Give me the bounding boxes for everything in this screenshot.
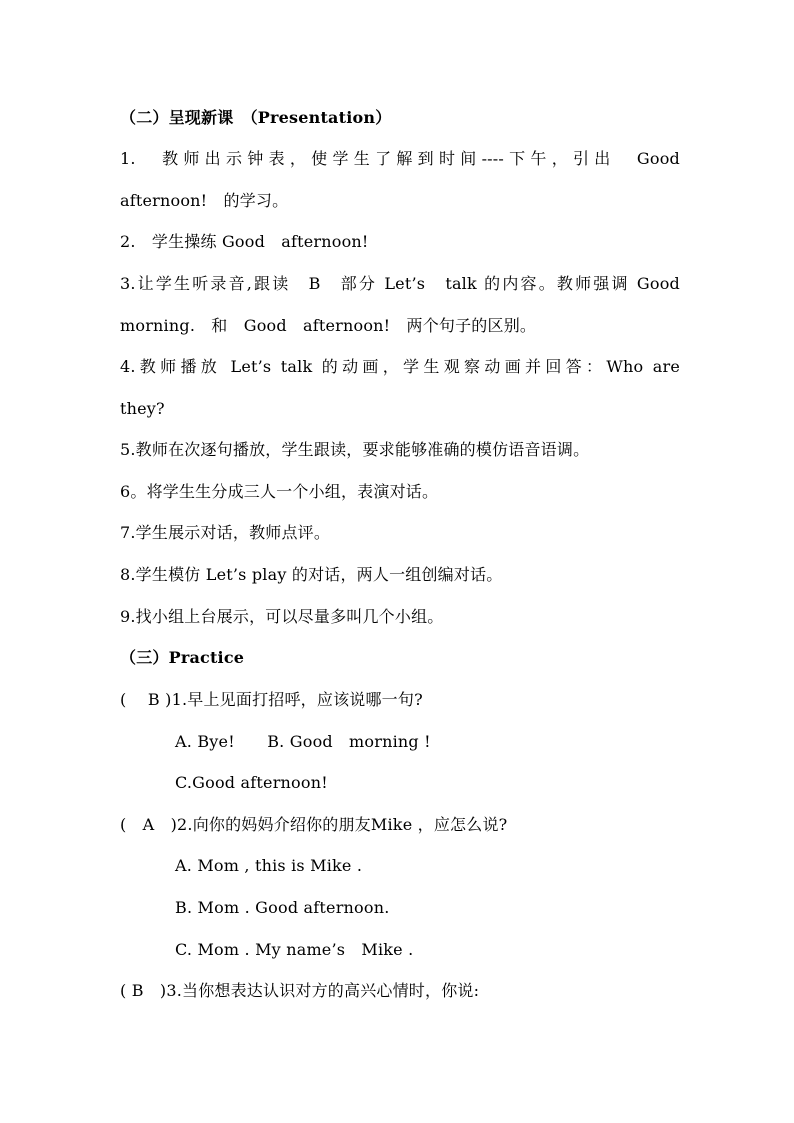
question-1-option-line-2: C.Good afternoon! (175, 773, 328, 792)
step-4-line-2: they? (120, 399, 165, 418)
step-3-line-1: 3.让学生听录音,跟读 B 部分 Let’s talk 的内容。教师强调 Good (120, 274, 680, 293)
step-9: 9.找小组上台展示，可以尽量多叫几个小组。 (120, 607, 444, 626)
question-3-stem: ( B )3.当你想表达认识对方的高兴心情时，你说: (120, 981, 480, 1000)
step-1-line-2: afternoon! 的学习。 (120, 191, 289, 210)
section-heading-practice: （三）Practice (120, 648, 245, 667)
question-1-option-line-1: A. Bye! B. Good morning ! (175, 732, 431, 751)
step-8: 8.学生模仿 Let’s play 的对话，两人一组创编对话。 (120, 565, 503, 584)
question-2-option-c: C. Mom . My name’s Mike . (175, 940, 414, 959)
step-6: 6。将学生生分成三人一个小组，表演对话。 (120, 482, 439, 501)
section-heading-presentation: （二）呈现新课 （Presentation） (120, 108, 392, 127)
step-4-line-1: 4.教师播放 Let’s talk 的动画，学生观察动画并回答：Who are (120, 357, 680, 376)
step-2: 2. 学生操练 Good afternoon! (120, 232, 369, 251)
question-1-stem: ( B )1.早上见面打招呼，应该说哪一句? (120, 690, 423, 709)
question-2-option-a: A. Mom , this is Mike . (175, 856, 363, 875)
question-2-option-b: B. Mom . Good afternoon. (175, 898, 390, 917)
step-5: 5.教师在次逐句播放，学生跟读，要求能够准确的模仿语音语调。 (120, 440, 590, 459)
step-7: 7.学生展示对话，教师点评。 (120, 523, 331, 542)
step-3-line-2: morning. 和 Good afternoon! 两个句子的区别。 (120, 316, 537, 335)
step-1-line-1: 1. 教师出示钟表，使学生了解到时间----下午，引出 Good (120, 149, 680, 168)
question-2-stem: ( A )2.向你的妈妈介绍你的朋友Mike ，应怎么说? (120, 815, 508, 834)
